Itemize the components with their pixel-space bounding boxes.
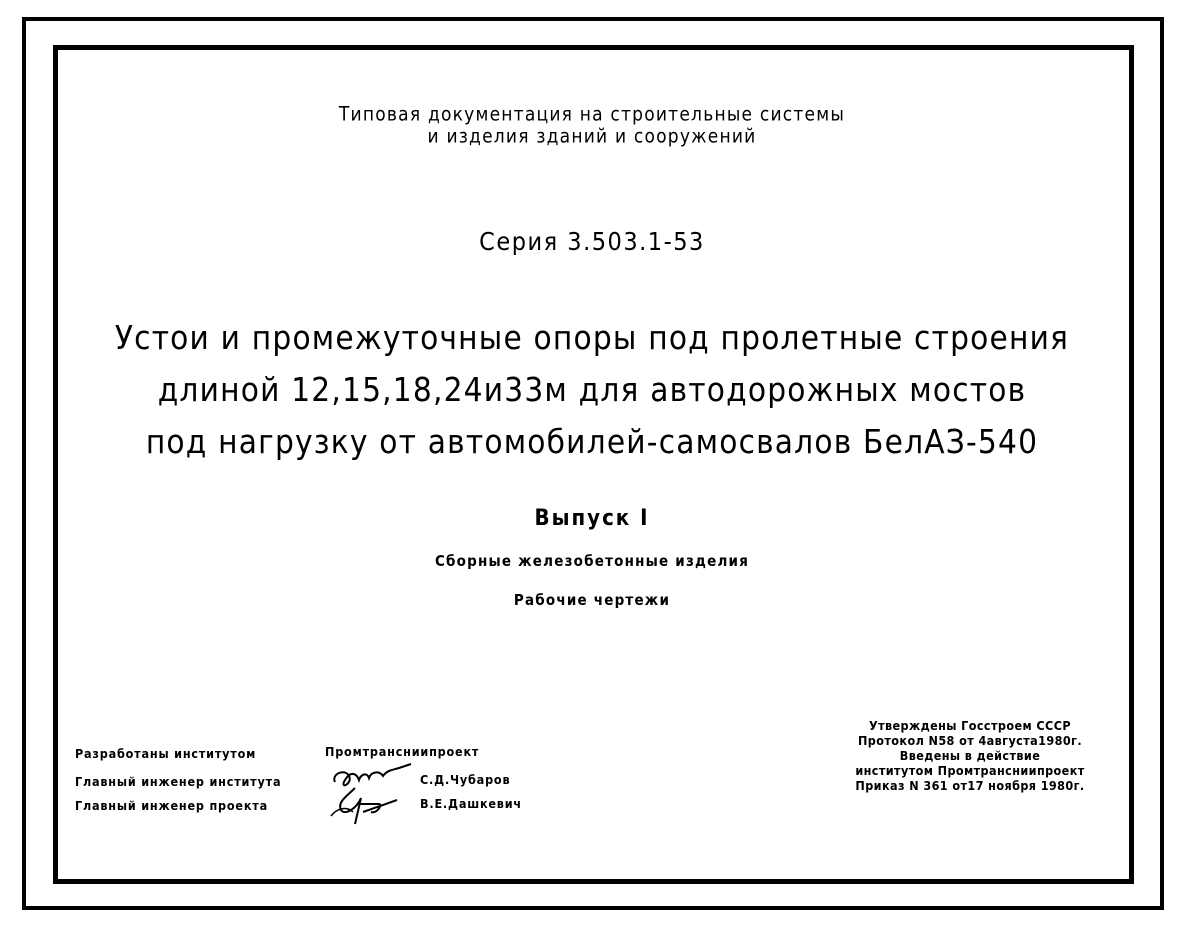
title-line-1: Устои и промежуточные опоры под пролетные строения [114, 318, 1070, 357]
header-line-1: Типовая документация на строительные системы [338, 102, 846, 126]
approval-line-5: Приказ N 361 от17 ноября 1980г. [855, 778, 1085, 793]
developed-label: Разработаны институтом [75, 746, 257, 761]
approval-line-1: Утверждены Госстроем СССР [869, 718, 1071, 733]
approval-line-4: институтом Промтрансниипроект [855, 763, 1085, 778]
chief-engineer-project-name: В.Е.Дашкевич [420, 796, 522, 811]
series-number: Серия 3.503.1-53 [479, 227, 705, 256]
chief-engineer-institute-name: С.Д.Чубаров [420, 772, 511, 787]
title-line-2: длиной 12,15,18,24и33м для автодорожных мостов [157, 370, 1027, 409]
issue-number: Выпуск I [534, 506, 650, 531]
title-line-3: под нагрузку от автомобилей-самосвалов БелАЗ-540 [145, 422, 1039, 461]
subtitle-line-2: Рабочие чертежи [513, 591, 671, 609]
chief-engineer-institute-label: Главный инженер института [75, 774, 282, 789]
signatures [327, 760, 417, 830]
approval-block [820, 718, 1120, 793]
approval-line-2: Протокол N58 от 4августа1980г. [857, 733, 1083, 748]
approval-line-3: Введены в действие [899, 748, 1041, 763]
institute-name: Промтрансниипроект [325, 744, 480, 759]
chief-engineer-project-label: Главный инженер проекта [75, 798, 268, 813]
header-line-2: и изделия зданий и сооружений [427, 124, 757, 148]
subtitle-line-1: Сборные железобетонные изделия [434, 552, 750, 570]
